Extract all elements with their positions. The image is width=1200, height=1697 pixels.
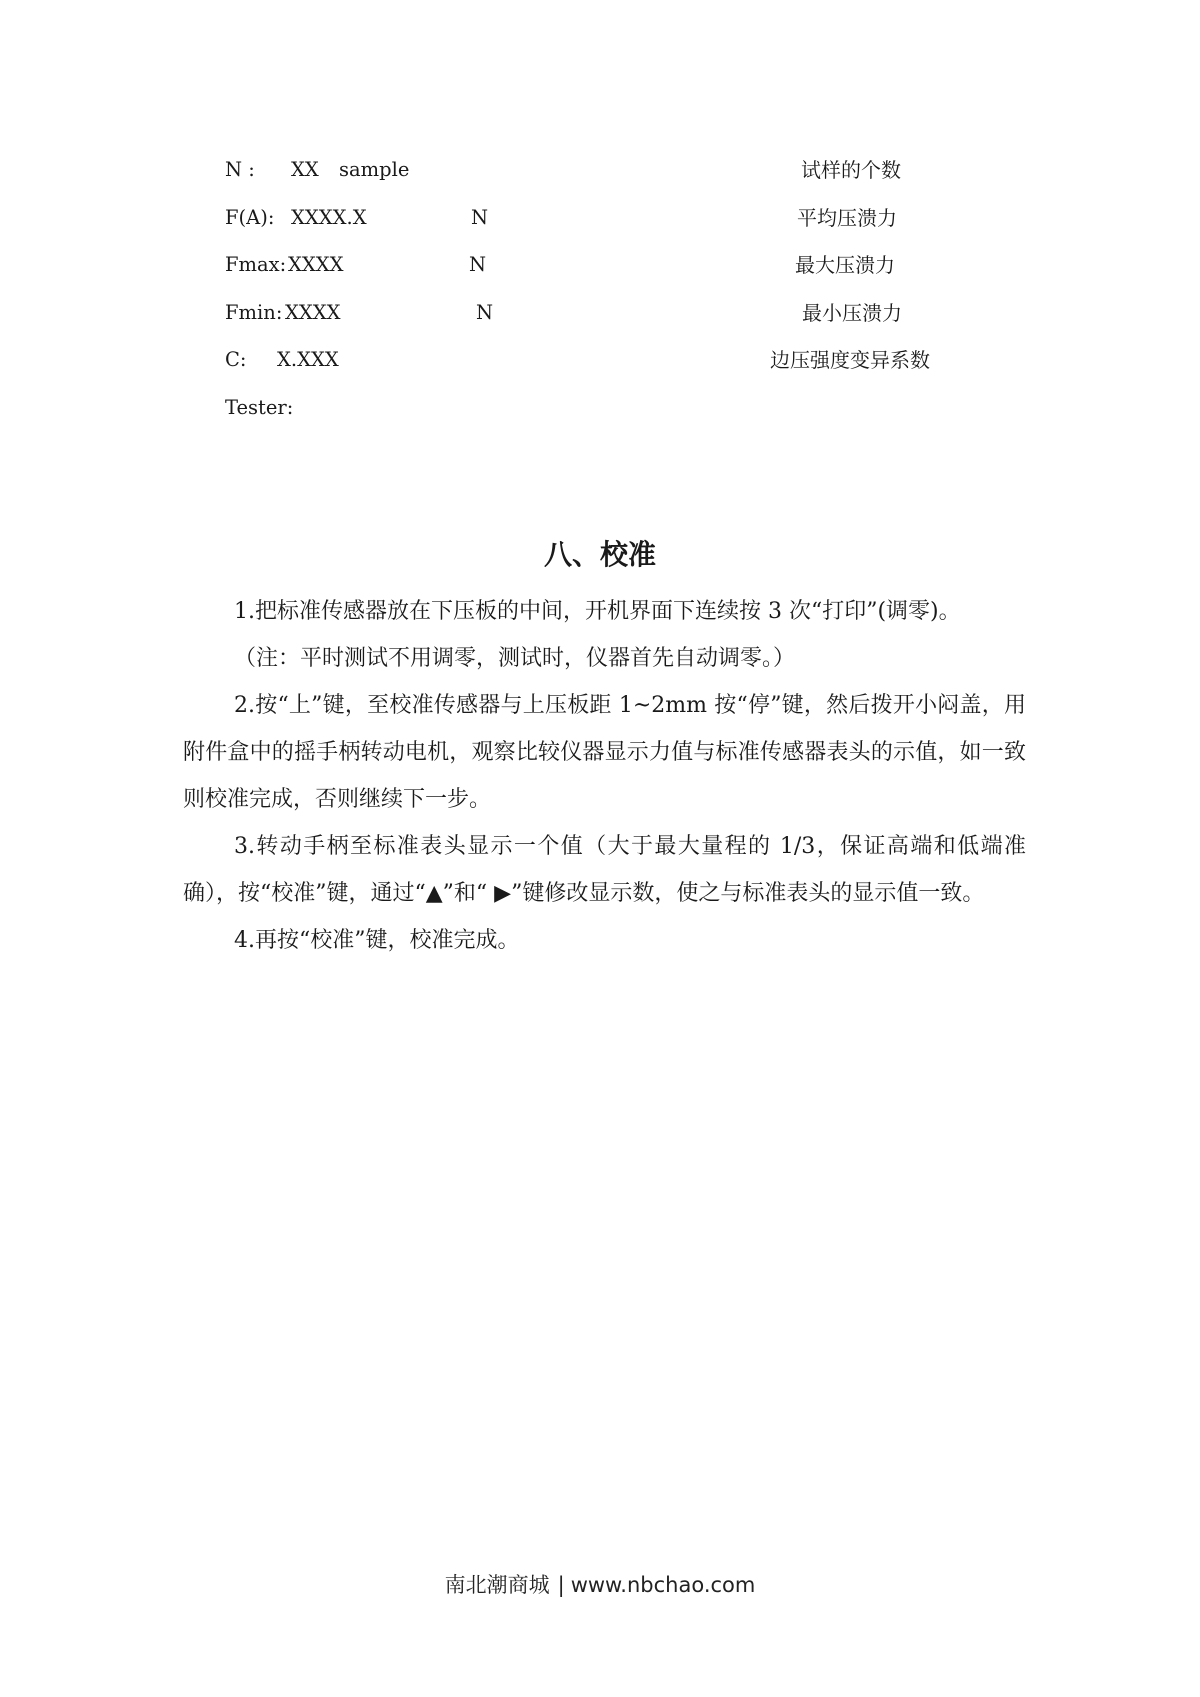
printout-unit: N xyxy=(469,253,487,276)
printout-desc: 边压强度变异系数 xyxy=(770,348,930,372)
printout-key: Fmin: xyxy=(225,300,283,324)
printout-sample xyxy=(225,150,985,435)
paragraph-step-4: 4.再按“校准”键，校准完成。 xyxy=(234,928,520,953)
printout-row-n xyxy=(225,150,985,198)
printout-key: N : xyxy=(225,158,255,181)
printout-value: XXXX.X xyxy=(291,205,367,229)
page-footer xyxy=(0,1570,1200,1600)
printout-desc: 试样的个数 xyxy=(801,158,901,182)
printout-row-fa xyxy=(225,198,985,246)
printout-key: Fmax: xyxy=(225,253,287,276)
printout-value: XXXX xyxy=(285,300,341,324)
printout-desc: 最小压溃力 xyxy=(802,300,902,325)
printout-row-tester xyxy=(225,388,985,436)
printout-extra: sample xyxy=(339,158,410,181)
section-body xyxy=(183,588,1026,964)
paragraph-step-3: 3.转动手柄至标准表头显示一个值（大于最大量程的 1/3，保证高端和低端准确），按“校准”键，通过“▲”和“ ▶”键修改显示数，使之与标准表头的显示值一致。 xyxy=(183,834,1026,906)
printout-row-c xyxy=(225,340,985,388)
printout-key: F(A): xyxy=(225,205,275,229)
printout-row-fmin xyxy=(225,293,985,341)
printout-row-fmax xyxy=(225,245,985,293)
printout-value: XXXX xyxy=(288,253,344,276)
paragraph-step-2: 2.按“上”键，至校准传感器与上压板距 1~2mm 按“停”键，然后拨开小闷盖，用附件盒中的摇手柄转动电机，观察比较仪器显示力值与标准传感器表头的示值，如一致则校准完成，否则继续下一步。 xyxy=(183,693,1026,812)
printout-unit: N xyxy=(471,205,489,229)
paragraph-step-1: 1.把标准传感器放在下压板的中间，开机界面下连续按 3 次“打印”(调零)。 xyxy=(234,599,961,624)
printout-value: XX xyxy=(291,158,319,181)
printout-unit: N xyxy=(476,300,494,324)
footer-separator: | xyxy=(557,1573,565,1597)
printout-desc: 最大压溃力 xyxy=(795,253,895,277)
printout-desc: 平均压溃力 xyxy=(797,205,897,230)
section-title: 八、校准 xyxy=(543,538,656,571)
paragraph-note: （注：平时测试不用调零，测试时，仪器首先自动调零。） xyxy=(234,646,796,671)
printout-value: X.XXX xyxy=(277,348,339,371)
footer-url[interactable]: www.nbchao.com xyxy=(570,1573,756,1597)
footer-brand: 南北潮商城 xyxy=(444,1573,550,1597)
printout-key: Tester: xyxy=(225,395,294,419)
printout-key: C: xyxy=(225,348,247,371)
